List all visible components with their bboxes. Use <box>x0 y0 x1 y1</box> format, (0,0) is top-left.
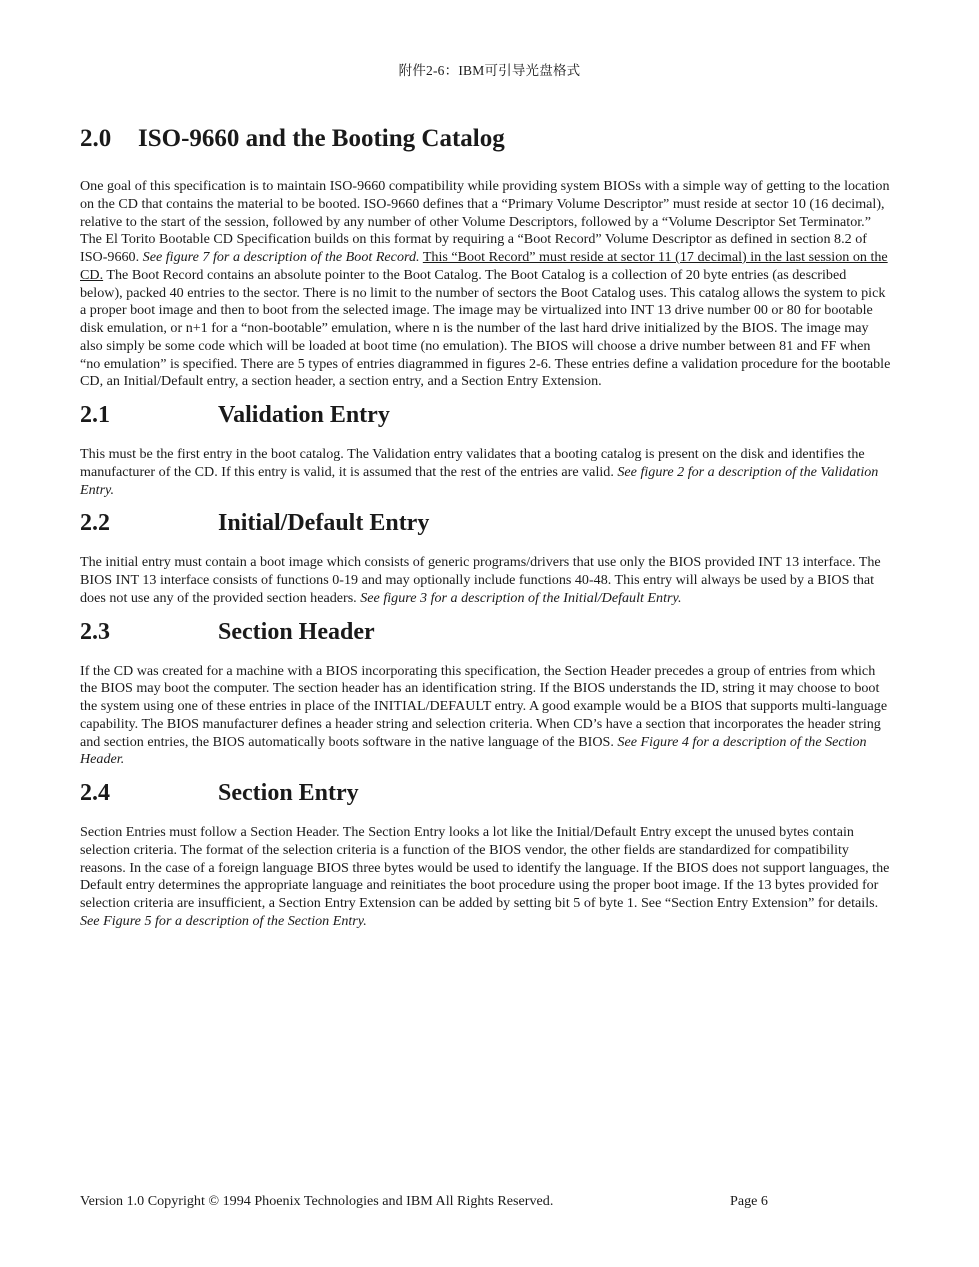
section-2-1-paragraph <box>80 446 892 499</box>
underlined-requirement: This “Boot Record” must reside at sector 11 (17 decimal) in the last session on the CD. <box>80 249 888 283</box>
section-title: ISO-9660 and the Booting Catalog <box>138 125 505 152</box>
section-2-3-paragraph <box>80 663 892 770</box>
paragraph-text: The initial entry must contain a boot image which consists of generic programs/drivers that use only the BIOS provided INT 13 interface. The BIOS INT 13 interface consists of functions 0-19 and may optionally include functions 40-48. This entry will always be used by a BIOS that does not use any of the provided section headers. <box>80 554 881 606</box>
figure-reference: See Figure 5 for a description of the Section Entry. <box>80 912 367 929</box>
section-number: 2.1 <box>80 402 110 428</box>
figure-reference: See Figure 4 for a description of the Section Header. <box>80 733 867 768</box>
paragraph-text: One goal of this specification is to maintain ISO-9660 compatibility while providing system BIOSs with a simple way of getting to the location on the CD that contains the material to be booted. ISO-9660 defines that a “Primary Volume Descriptor” must reside at sector 10 (16 decimal), relative to the start of the session, followed by any number of other Volume Descriptors, followed by a “Volume Descriptor Set Terminator.” The El Torito Bootable CD Specification builds on this format by requiring a “Boot Record” Volume Descriptor as defined in section 8.2 of ISO-9660. <box>80 178 890 265</box>
copyright-notice: Version 1.0 Copyright © 1994 Phoenix Technologies and IBM All Rights Reserved. <box>80 1193 554 1209</box>
section-2-2-heading <box>80 508 892 538</box>
paragraph-text: The Boot Record contains an absolute pointer to the Boot Catalog. The Boot Catalog is a collection of 20 byte entries (as described below), packed 40 entries to the sector. There is no limit to the number of sectors the Boot Catalog uses. This catalog allows the system to pick a proper boot image and then to boot from the selected image. The image may be virtualized into INT 13 drive number 00 or 80 for bootable disk emulation, or n+1 for a “non-bootable” emulation, where n is the number of the last hard drive initialized by the BIOS. The image may also simply be some code which will be loaded at boot time (no emulation). The BIOS will choose a drive number between 81 and FF when “no emulation” is specified. There are 5 types of entries diagrammed in figures 2-6. These entries define a validation procedure for the bootable CD, an Initial/Default entry, a section header, a section entry, and a Section Entry Extension. <box>80 266 891 390</box>
section-2-0-heading <box>80 122 892 156</box>
section-number: 2.4 <box>80 780 110 806</box>
section-title: Validation Entry <box>218 402 390 428</box>
page-number: Page 6 <box>730 1193 768 1209</box>
paragraph-text: Section Entries must follow a Section Header. The Section Entry looks a lot like the Initial/Default Entry except the unused bytes contain selection criteria. The format of the selection criteria is a function of the BIOS vendor, the other fields are standardized for compatibility reasons. In the case of a foreign language BIOS three bytes would be used to identify the language. If the BIOS does not support languages, the Default entry determines the appropriate language and reinitiates the boot procedure using the proper boot image. If the 13 bytes provided for selection criteria are insufficient, a Section Entry Extension can be added by setting bit 5 of byte 1. See “Section Entry Extension” for details. <box>80 824 890 911</box>
section-2-4-heading <box>80 778 892 808</box>
page-footer <box>80 1193 892 1210</box>
page-header: 附件2-6：IBM可引导光盘格式 <box>398 63 581 78</box>
section-2-0-paragraph <box>80 178 892 391</box>
paragraph-text: This must be the first entry in the boot catalog. The Validation entry validates that a booting catalog is present on the disk and identifies the manufacturer of the CD. If this entry is valid, it is assumed that the rest of the entries are valid. <box>80 446 865 480</box>
paragraph-text: If the CD was created for a machine with a BIOS incorporating this specification, the Section Header precedes a group of entries from which the BIOS may boot the computer. The section header has an identification string. If the BIOS understands the ID, string it may choose to boot the system using one of these entries in place of the INITIAL/DEFAULT entry. A good example would be a BIOS that supports multi-language capability. The BIOS manufacturer defines a header string and selection criteria. When CD’s have a section that incorporates the header string and section entries, the BIOS automatically boots software in the native language of the BIOS. <box>80 662 888 750</box>
figure-reference: See figure 2 for a description of the Validation Entry. <box>80 463 879 498</box>
section-2-2-paragraph <box>80 554 892 607</box>
section-2-1-heading <box>80 400 892 430</box>
section-2-3-heading <box>80 617 892 647</box>
figure-reference: See figure 3 for a description of the Initial/Default Entry. <box>360 589 682 606</box>
section-number: 2.0 <box>80 125 112 152</box>
section-number: 2.3 <box>80 618 110 645</box>
figure-reference: See figure 7 for a description of the Boot Record. <box>142 249 420 265</box>
document-body <box>80 122 892 940</box>
section-number: 2.2 <box>80 510 110 537</box>
section-title: Section Entry <box>218 780 359 806</box>
section-title: Initial/Default Entry <box>218 510 430 537</box>
section-2-4-paragraph <box>80 824 892 931</box>
section-title: Section Header <box>218 618 375 645</box>
